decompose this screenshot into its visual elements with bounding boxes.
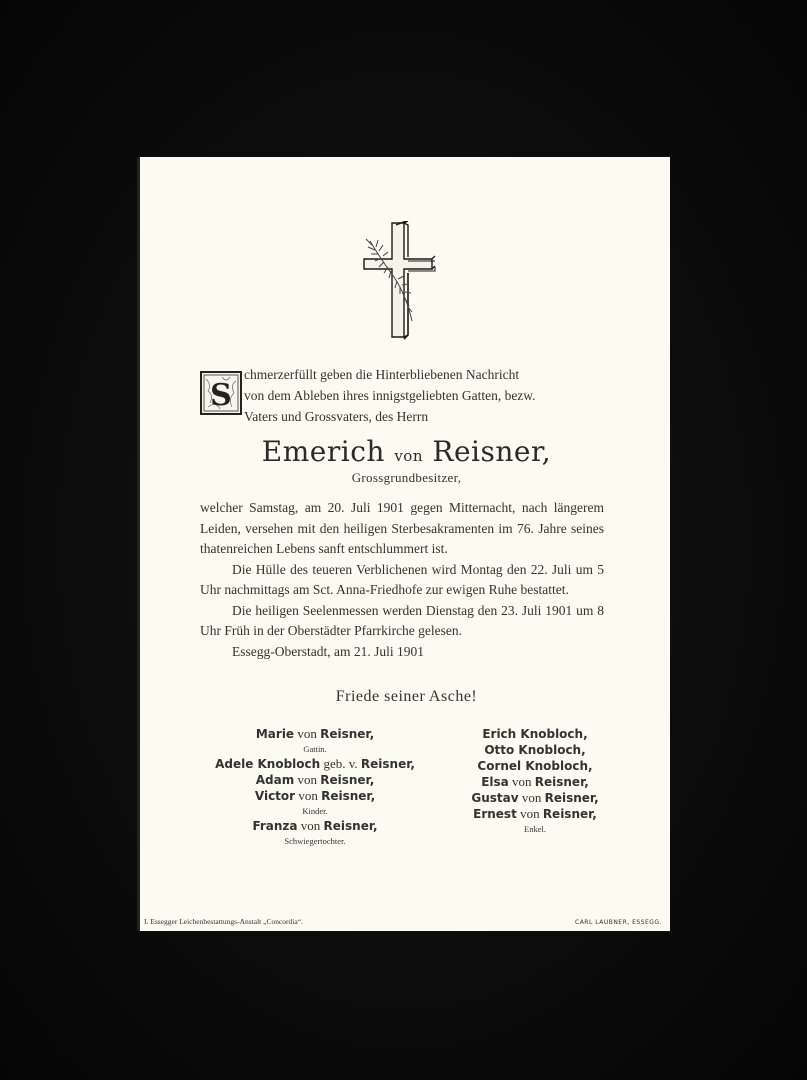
deceased-first-name: Emerich xyxy=(261,435,385,468)
mourner-first: Cornel Knobloch xyxy=(477,759,589,773)
notice-body xyxy=(200,498,604,662)
mourner-first: Franza xyxy=(252,819,298,833)
mourner-last: Reisner xyxy=(544,791,595,805)
mourner-first: Ernest xyxy=(473,807,517,821)
mourner-relation: Enkel. xyxy=(524,824,546,834)
mourner-suffix: , xyxy=(373,819,378,833)
mourner-particle: von xyxy=(297,818,324,833)
deceased-name xyxy=(140,435,673,468)
mourner-first: Erich Knobloch xyxy=(482,727,584,741)
mourner-first: Gustav xyxy=(471,791,519,805)
mourner-name xyxy=(200,772,430,788)
mourner-suffix: , xyxy=(588,759,593,773)
intro-line-3: Vaters und Grossvaters, des Herrn xyxy=(244,409,429,424)
mass-paragraph: Die heiligen Seelenmessen werden Dienstag den 23. Juli 1901 um 8 Uhr Früh in der Oberstädter Pfarrkirche gelesen. xyxy=(200,602,604,638)
mourner-suffix: , xyxy=(583,727,588,741)
mourner-relation: Schwiegertochter. xyxy=(284,836,346,846)
mourner-particle: von xyxy=(294,726,321,741)
mourner-last: Reisner xyxy=(534,775,585,789)
mourner-relation: Gattin. xyxy=(303,744,327,754)
mourner-suffix: , xyxy=(581,743,586,757)
mourners-right-column xyxy=(435,726,635,836)
place-date-line: Essegg-Oberstadt, am 21. Juli 1901 xyxy=(232,643,424,659)
death-paragraph: welcher Samstag, am 20. Juli 1901 gegen Mitternacht, nach längerem Leiden, versehen mit den heiligen Sterbesakramenten im 76. Jahre seines thatenreichen Lebens sanft entschlummert ist. xyxy=(200,500,604,556)
mourner-name xyxy=(435,742,635,758)
mourner-name xyxy=(435,790,635,806)
mourner-last: Reisner xyxy=(321,789,371,803)
mourner-name xyxy=(435,758,635,774)
mourner-name xyxy=(200,756,430,772)
mourner-last: Reisner xyxy=(323,819,373,833)
mourner-particle: geb. v. xyxy=(320,756,361,771)
mourner-name xyxy=(200,726,430,742)
intro-line-1: chmerzerfüllt geben die Hinterbliebenen Nachricht xyxy=(244,367,520,382)
mourner-suffix: , xyxy=(369,727,375,741)
mourner-particle: von xyxy=(516,806,543,821)
burial-paragraph: Die Hülle des teueren Verblichenen wird Montag den 22. Juli um 5 Uhr nachmittags am Sct. Anna-Friedhofe zur ewigen Ruhe bestattet. xyxy=(200,561,604,597)
mourners-left-column xyxy=(200,726,430,848)
cross-with-palm-icon xyxy=(362,221,436,341)
mourner-name xyxy=(200,818,430,834)
mourner-first: Otto Knobloch xyxy=(484,743,582,757)
mourner-suffix: , xyxy=(370,789,376,803)
mourner-suffix: , xyxy=(369,773,375,787)
mourner-relation: Kinder. xyxy=(302,806,328,816)
mourner-last: Reisner xyxy=(320,773,370,787)
funeral-home-credit: I. Essegger Leichenbestattungs-Anstalt „Concordia“. xyxy=(144,917,303,926)
deceased-last-name: Reisner, xyxy=(432,435,552,468)
mourner-last: Reisner xyxy=(360,757,411,771)
mourner-suffix: , xyxy=(592,807,597,821)
mourner-first: Adam xyxy=(255,773,295,787)
mourner-first: Marie xyxy=(255,727,295,741)
dropcap-letter: S xyxy=(210,378,232,413)
deceased-particle: von xyxy=(394,447,423,465)
funeral-notice-card xyxy=(137,157,670,931)
mourner-last: Reisner xyxy=(542,807,593,821)
mourner-particle: von xyxy=(508,774,535,789)
mourner-name xyxy=(435,726,635,742)
mourner-name xyxy=(200,788,430,804)
printer-credit: CARL LAUBNER, ESSEGG. xyxy=(575,919,662,926)
deceased-occupation: Grossgrundbesitzer, xyxy=(351,470,462,485)
mourner-particle: von xyxy=(295,788,322,803)
mourner-suffix: , xyxy=(594,791,599,805)
mourner-particle: von xyxy=(294,772,321,787)
mourner-last: Reisner xyxy=(320,727,370,741)
mourner-suffix: , xyxy=(410,757,415,771)
mourner-suffix: , xyxy=(584,775,589,789)
mourner-first: Elsa xyxy=(481,775,509,789)
mourner-particle: von xyxy=(518,790,545,805)
mourner-name xyxy=(435,806,635,822)
mourner-name xyxy=(435,774,635,790)
intro-line-2: von dem Ableben ihres innigstgeliebten Gatten, bezw. xyxy=(244,388,536,403)
closing-blessing: Friede seiner Asche! xyxy=(335,688,478,705)
mourner-first: Adele Knobloch xyxy=(215,757,321,771)
intro-paragraph xyxy=(200,364,610,427)
mourner-first: Victor xyxy=(254,789,296,803)
